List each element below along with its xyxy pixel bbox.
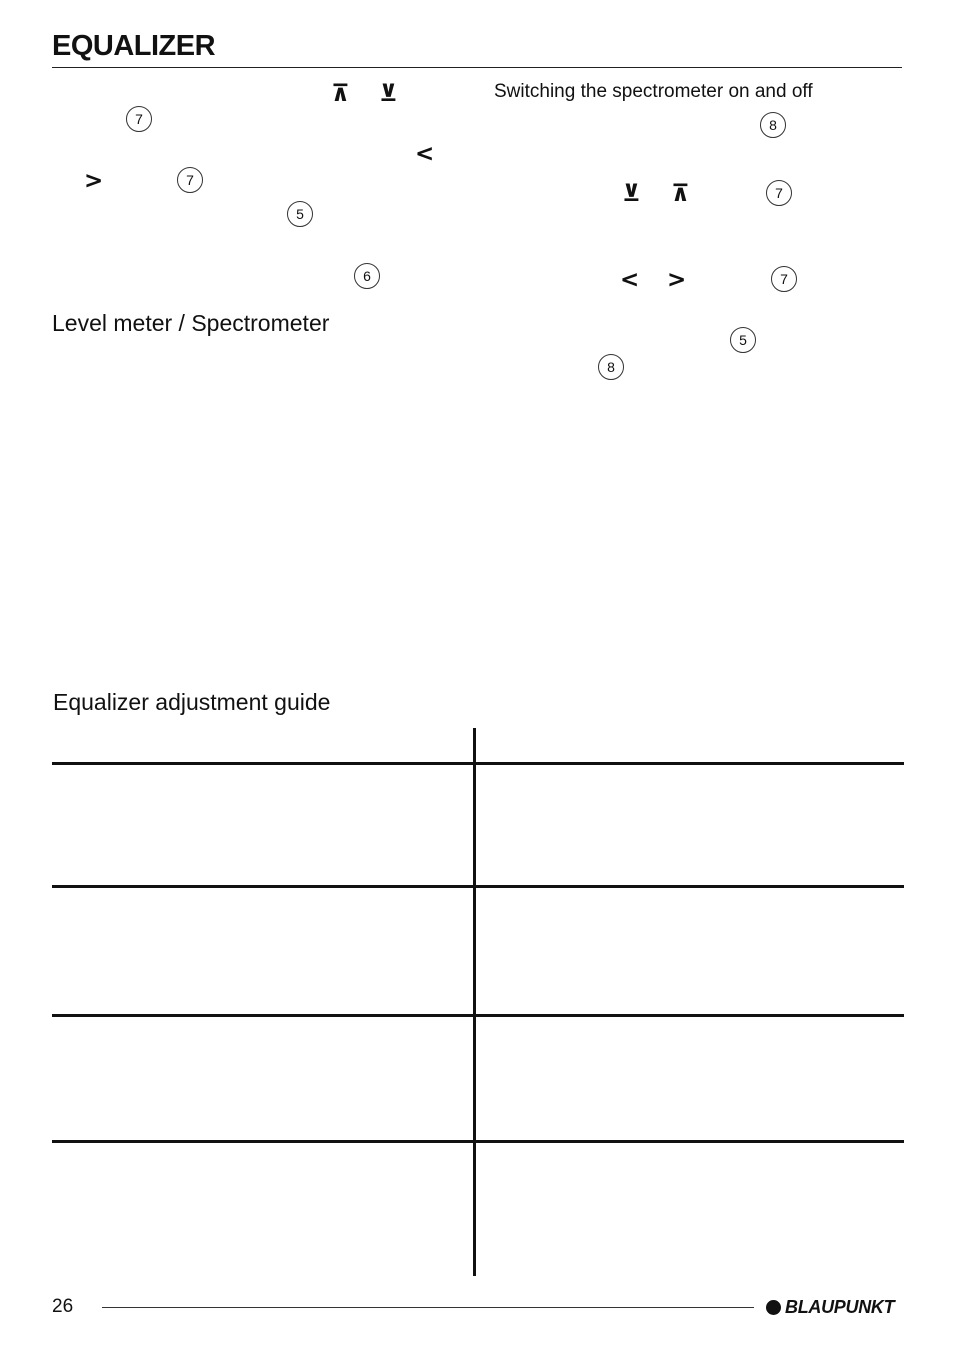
- reference-marker-5: 5: [287, 201, 313, 227]
- down-arrow-key-icon: ⊻: [379, 81, 398, 107]
- up-arrow-key-icon: ⊼: [331, 81, 350, 107]
- brand-dot-icon: [766, 1300, 781, 1315]
- reference-marker-7: 7: [771, 266, 797, 292]
- footer-divider: [102, 1307, 754, 1308]
- down-arrow-key-icon: ⊻: [622, 181, 641, 207]
- reference-marker-6: 6: [354, 263, 380, 289]
- right-arrow-key-icon: >: [84, 168, 104, 194]
- up-arrow-key-icon: ⊼: [671, 181, 690, 207]
- level-meter-heading: Level meter / Spectrometer: [52, 310, 330, 336]
- table-row-divider: [52, 885, 904, 888]
- page-title: EQUALIZER: [52, 30, 216, 62]
- reference-marker-7: 7: [177, 167, 203, 193]
- page-number: 26: [52, 1296, 74, 1317]
- left-arrow-key-icon: <: [620, 267, 640, 293]
- spectrometer-heading: Switching the spectrometer on and off: [494, 81, 813, 102]
- table-column-divider: [473, 728, 476, 1276]
- table-row-divider: [52, 1014, 904, 1017]
- reference-marker-8: 8: [760, 112, 786, 138]
- reference-marker-7: 7: [126, 106, 152, 132]
- right-arrow-key-icon: >: [667, 267, 687, 293]
- reference-marker-8: 8: [598, 354, 624, 380]
- title-divider: [52, 67, 902, 68]
- left-arrow-key-icon: <: [415, 141, 435, 167]
- brand-logo: [766, 1296, 894, 1318]
- reference-marker-5: 5: [730, 327, 756, 353]
- brand-name: BLAUPUNKT: [785, 1297, 895, 1317]
- table-row-divider: [52, 1140, 904, 1143]
- table-row-divider: [52, 762, 904, 765]
- reference-marker-7: 7: [766, 180, 792, 206]
- adjustment-guide-heading: Equalizer adjustment guide: [53, 689, 331, 715]
